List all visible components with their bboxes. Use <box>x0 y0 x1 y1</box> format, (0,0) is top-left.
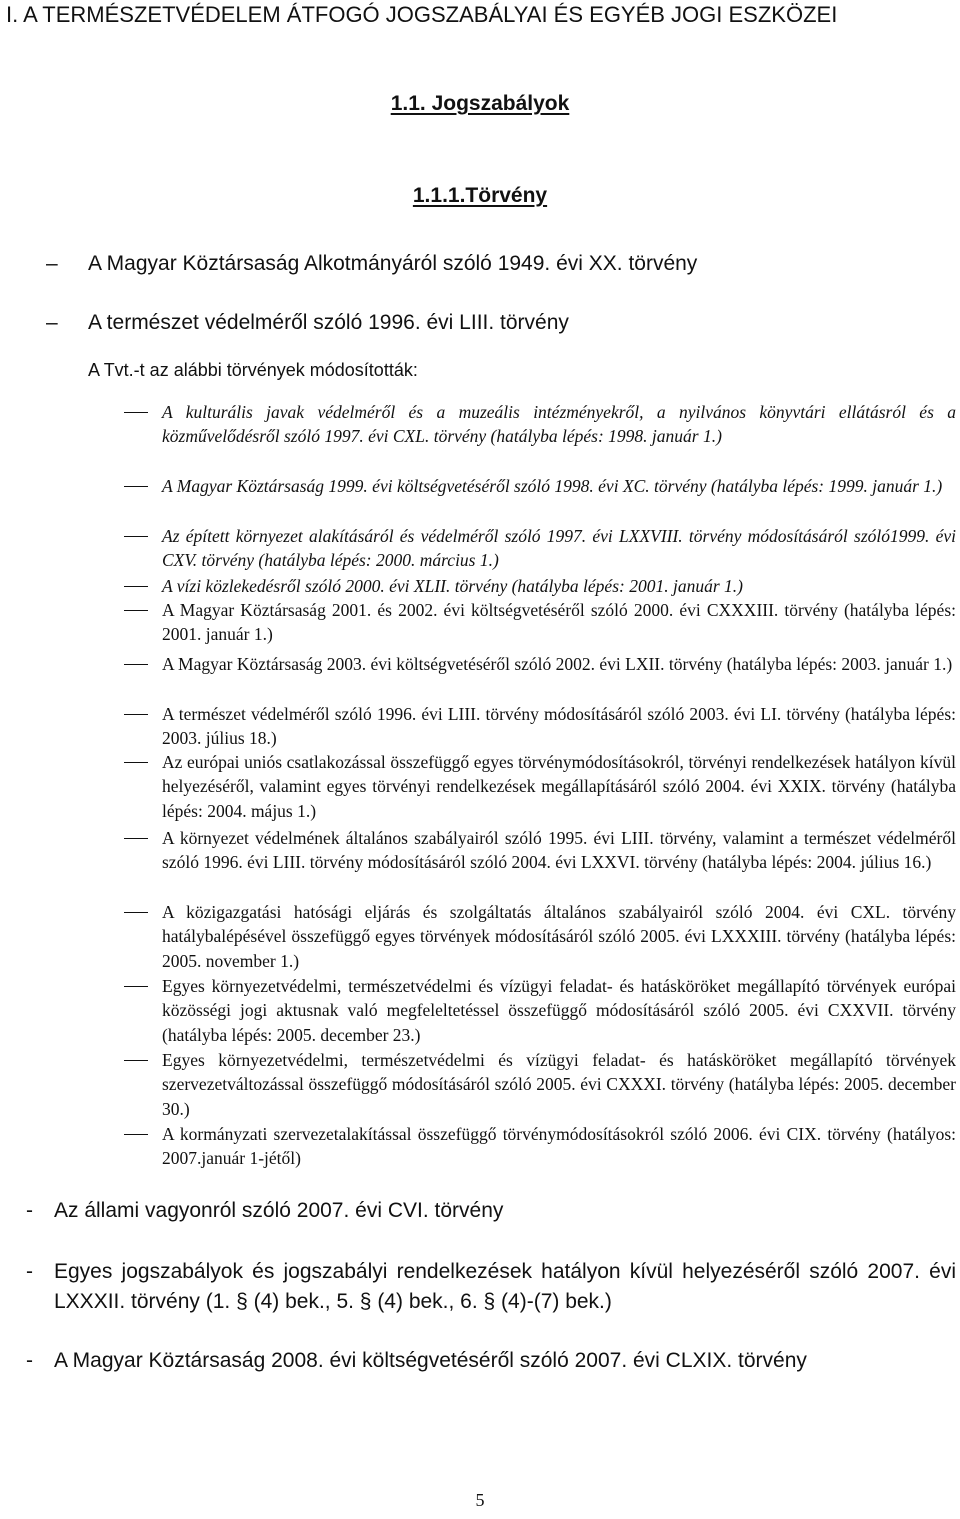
list-hyphen: - <box>26 1260 33 1283</box>
list-item-text: A Magyar Köztársaság 1999. évi költségvetéséről szóló 1998. évi XC. törvény (hatályba lépés: 1999. január 1.) <box>162 476 943 496</box>
list-item-text: Az európai uniós csatlakozással összefüggő egyes törvénymódosításokról, törvényi rendelkezések hatályon kívül helyezéséről, valamint egyes törvényi rendelkezések megállapításáról szóló 2004. évi XXIX. törvény (hatályba lépés: 2004. május 1.) <box>162 752 956 821</box>
list-item <box>46 311 569 335</box>
list-item <box>124 1122 956 1171</box>
list-item <box>46 252 697 276</box>
list-item-text: Az épített környezet alakításáról és védelméről szóló 1997. évi LXXVIII. törvény módosításáról szóló1999. évi CXV. törvény (hatályba lépés: 2000. március 1.) <box>162 526 956 571</box>
list-hyphen: - <box>26 1199 33 1222</box>
page-number: 5 <box>475 1490 485 1510</box>
list-dash <box>124 912 148 913</box>
section-heading <box>0 92 960 116</box>
subsection-heading-text: 1.1.1.Törvény <box>412 184 548 207</box>
list-dash: – <box>46 311 58 334</box>
list-item-text: A Magyar Köztársaság 2001. és 2002. évi költségvetéséről szóló 2000. évi CXXXIII. törvény (hatályba lépés: 2001. január 1.) <box>162 600 956 645</box>
list-item-text: A természet védelméről szóló 1996. évi LIII. törvény módosításáról szóló 2003. évi LI. törvény (hatályba lépés: 2003. július 18.) <box>162 704 956 749</box>
list-item <box>124 574 956 598</box>
list-item <box>124 702 956 751</box>
list-item <box>124 652 956 676</box>
list-item-text: A közigazgatási hatósági eljárás és szolgáltatás általános szabályairól szóló 2004. évi CXL. törvény hatálybalépésével összefüggő egyes törvények módosításáról szóló 2005. évi LXXXIII. törvény (hatályba lépés: 2005. november 1.) <box>162 902 956 971</box>
list-hyphen: - <box>26 1349 33 1372</box>
list-item-text: A kulturális javak védelméről és a muzeális intézményekről, a nyilvános könyvtári ellátásról és a közművelődésről szóló 1997. évi CXL. törvény (hatályba lépés: 1998. január 1.) <box>162 402 956 447</box>
list-item <box>124 974 956 1047</box>
list-dash <box>124 714 148 715</box>
list-dash <box>124 838 148 839</box>
list-item <box>26 1257 956 1317</box>
list-item-text: Egyes környezetvédelmi, természetvédelmi és vízügyi feladat- és hatásköröket megállapító törvények szervezetváltozással összefüggő módosításáról szóló 2005. évi CXXXI. törvény (hatályba lépés: 2005. december 30.) <box>162 1050 956 1119</box>
list-item <box>26 1346 956 1376</box>
list-item <box>26 1196 956 1226</box>
list-dash <box>124 664 148 665</box>
list-dash <box>124 610 148 611</box>
list-dash <box>124 536 148 537</box>
list-item-text: A kormányzati szervezetalakítással összefüggő törvénymódosításokról szóló 2006. évi CIX. törvény (hatályos: 2007.január 1-jétől) <box>162 1124 956 1169</box>
list-item-text: Egyes jogszabályok és jogszabályi rendelkezések hatályon kívül helyezéséről szóló 2007. évi LXXXII. törvény (1. § (4) bek., 5. § (4) bek., 6. § (4)-(7) bek.) <box>54 1260 956 1313</box>
list-dash <box>124 986 148 987</box>
list-item <box>124 750 956 823</box>
chapter-heading: I. A TERMÉSZETVÉDELEM ÁTFOGÓ JOGSZABÁLYAI ÉS EGYÉB JOGI ESZKÖZEI <box>6 2 838 27</box>
list-item-text: A Magyar Köztársaság Alkotmányáról szóló 1949. évi XX. törvény <box>88 252 698 275</box>
list-item-text: A Magyar Köztársaság 2008. évi költségvetéséről szóló 2007. évi CLXIX. törvény <box>54 1349 807 1372</box>
list-item <box>124 900 956 973</box>
list-item-text: A környezet védelmének általános szabályairól szóló 1995. évi LIII. törvény, valamint a természet védelméről szóló 1996. évi LIII. törvény módosításáról szóló 2004. évi LXXVI. törvény (hatályba lépés: 2004. július 16.) <box>162 828 956 873</box>
list-item <box>124 400 956 449</box>
list-item <box>124 524 956 573</box>
list-dash <box>124 1134 148 1135</box>
list-item-text: A Magyar Köztársaság 2003. évi költségvetéséről szóló 2002. évi LXII. törvény (hatályba lépés: 2003. január 1.) <box>162 654 953 674</box>
list-dash <box>124 586 148 587</box>
list-item-text: A vízi közlekedésről szóló 2000. évi XLII. törvény (hatályba lépés: 2001. január 1.) <box>162 576 743 596</box>
list-dash: – <box>46 252 58 275</box>
list-dash <box>124 412 148 413</box>
list-dash <box>124 1060 148 1061</box>
section-heading-text: 1.1. Jogszabályok <box>390 92 570 115</box>
amendments-intro: A Tvt.-t az alábbi törvények módosították: <box>88 360 418 380</box>
list-item-text: Egyes környezetvédelmi, természetvédelmi és vízügyi feladat- és hatásköröket megállapító törvények európai közösségi jogi aktusnak való megfeleltetéssel összefüggő módosításáról szóló 2005. évi CXXVII. törvény (hatályba lépés: 2005. december 23.) <box>162 976 956 1045</box>
list-dash <box>124 762 148 763</box>
list-item <box>124 474 956 498</box>
subsection-heading <box>0 184 960 208</box>
list-item-text: A természet védelméről szóló 1996. évi LIII. törvény <box>88 311 569 334</box>
list-item <box>124 1048 956 1121</box>
list-item <box>124 826 956 875</box>
list-item <box>124 598 956 647</box>
list-item-text: Az állami vagyonról szóló 2007. évi CVI. törvény <box>54 1199 504 1222</box>
list-dash <box>124 486 148 487</box>
